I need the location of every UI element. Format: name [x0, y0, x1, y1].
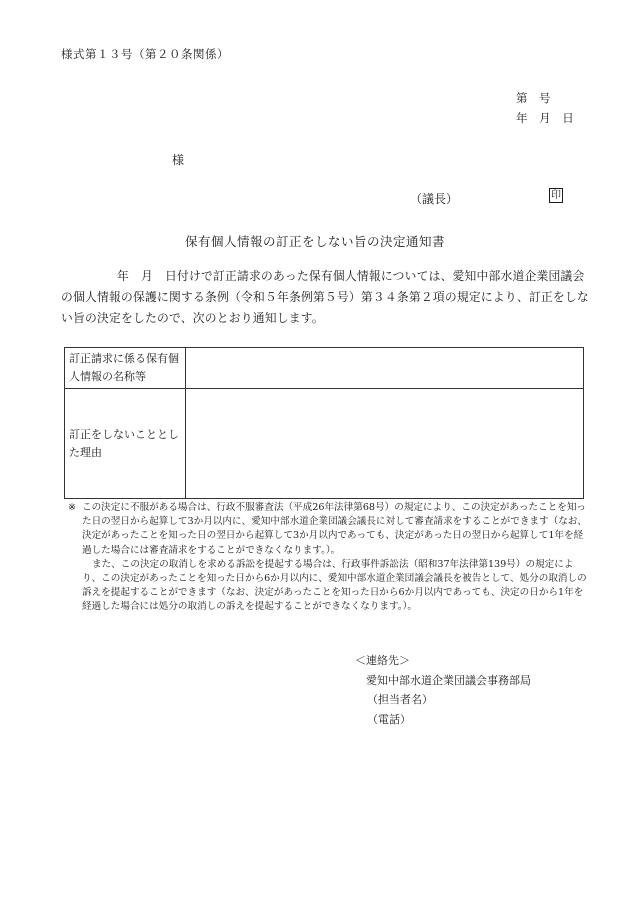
contact-phone: （電話）	[367, 712, 411, 726]
reason-label: 訂正をしないこととした理由	[65, 389, 186, 499]
document-number: 第 号	[516, 91, 551, 105]
table-row	[65, 389, 584, 499]
info-table	[64, 347, 584, 499]
note-mark: ※	[68, 502, 77, 513]
contact-person: （担当者名）	[367, 693, 433, 706]
contact-organization: 愛知中部水道企業団議会事務部局	[366, 673, 531, 687]
sender-title: （議長）	[410, 192, 459, 206]
document-date: 年 月 日	[516, 111, 574, 125]
contact-heading: ＜連絡先＞	[355, 654, 410, 667]
table-row	[65, 348, 584, 389]
note-appeal	[66, 501, 590, 558]
addressee-suffix: 様	[172, 153, 185, 167]
notes-section	[66, 501, 590, 615]
contact-block	[355, 651, 531, 729]
reason-value	[186, 389, 584, 499]
info-name-value	[186, 348, 584, 389]
form-number: 様式第１３号（第２０条関係）	[61, 47, 229, 61]
body-paragraph: 年 月 日付けで訂正請求のあった保有個人情報については、愛知中部水道企業団議会の個人情報の保護に関する条例（令和５年条例第５号）第３４条第２項の規定により、訂正をしない旨の決定をしたので、次のとおり通知します。	[61, 269, 589, 325]
note-appeal-text: この決定に不服がある場合は、行政不服審査法（平成26年法律第68号）の規定により、この決定があったことを知った日の翌日から起算して3か月以内に、愛知中部水道企業団議会議長に対して審査請求をすることができます（なお、決定があったことを知った日の翌日から起算して3か月以内であっても、決定があった日の翌日から起算して1年を経過した場合には審査請求をすることができなくなります。）。	[82, 502, 587, 556]
info-name-label: 訂正請求に係る保有個人情報の名称等	[65, 348, 186, 389]
seal-mark: 印	[551, 190, 561, 201]
document-title: 保有個人情報の訂正をしない旨の決定通知書	[184, 234, 445, 249]
note-lawsuit: また、この決定の取消しを求める訴訟を提起する場合は、行政事件訴訟法（昭和37年法律第139号）の規定により、この決定があったことを知った日から6か月以内に、愛知中部水道企業団議会議長を被告として、処分の取消しの訴えを提起することができます（なお、決定があったことを知った日から6か月以内であっても、決定の日から1年を経過した場合には処分の取消しの訴えを提起することができなくなります。）。	[82, 558, 587, 613]
